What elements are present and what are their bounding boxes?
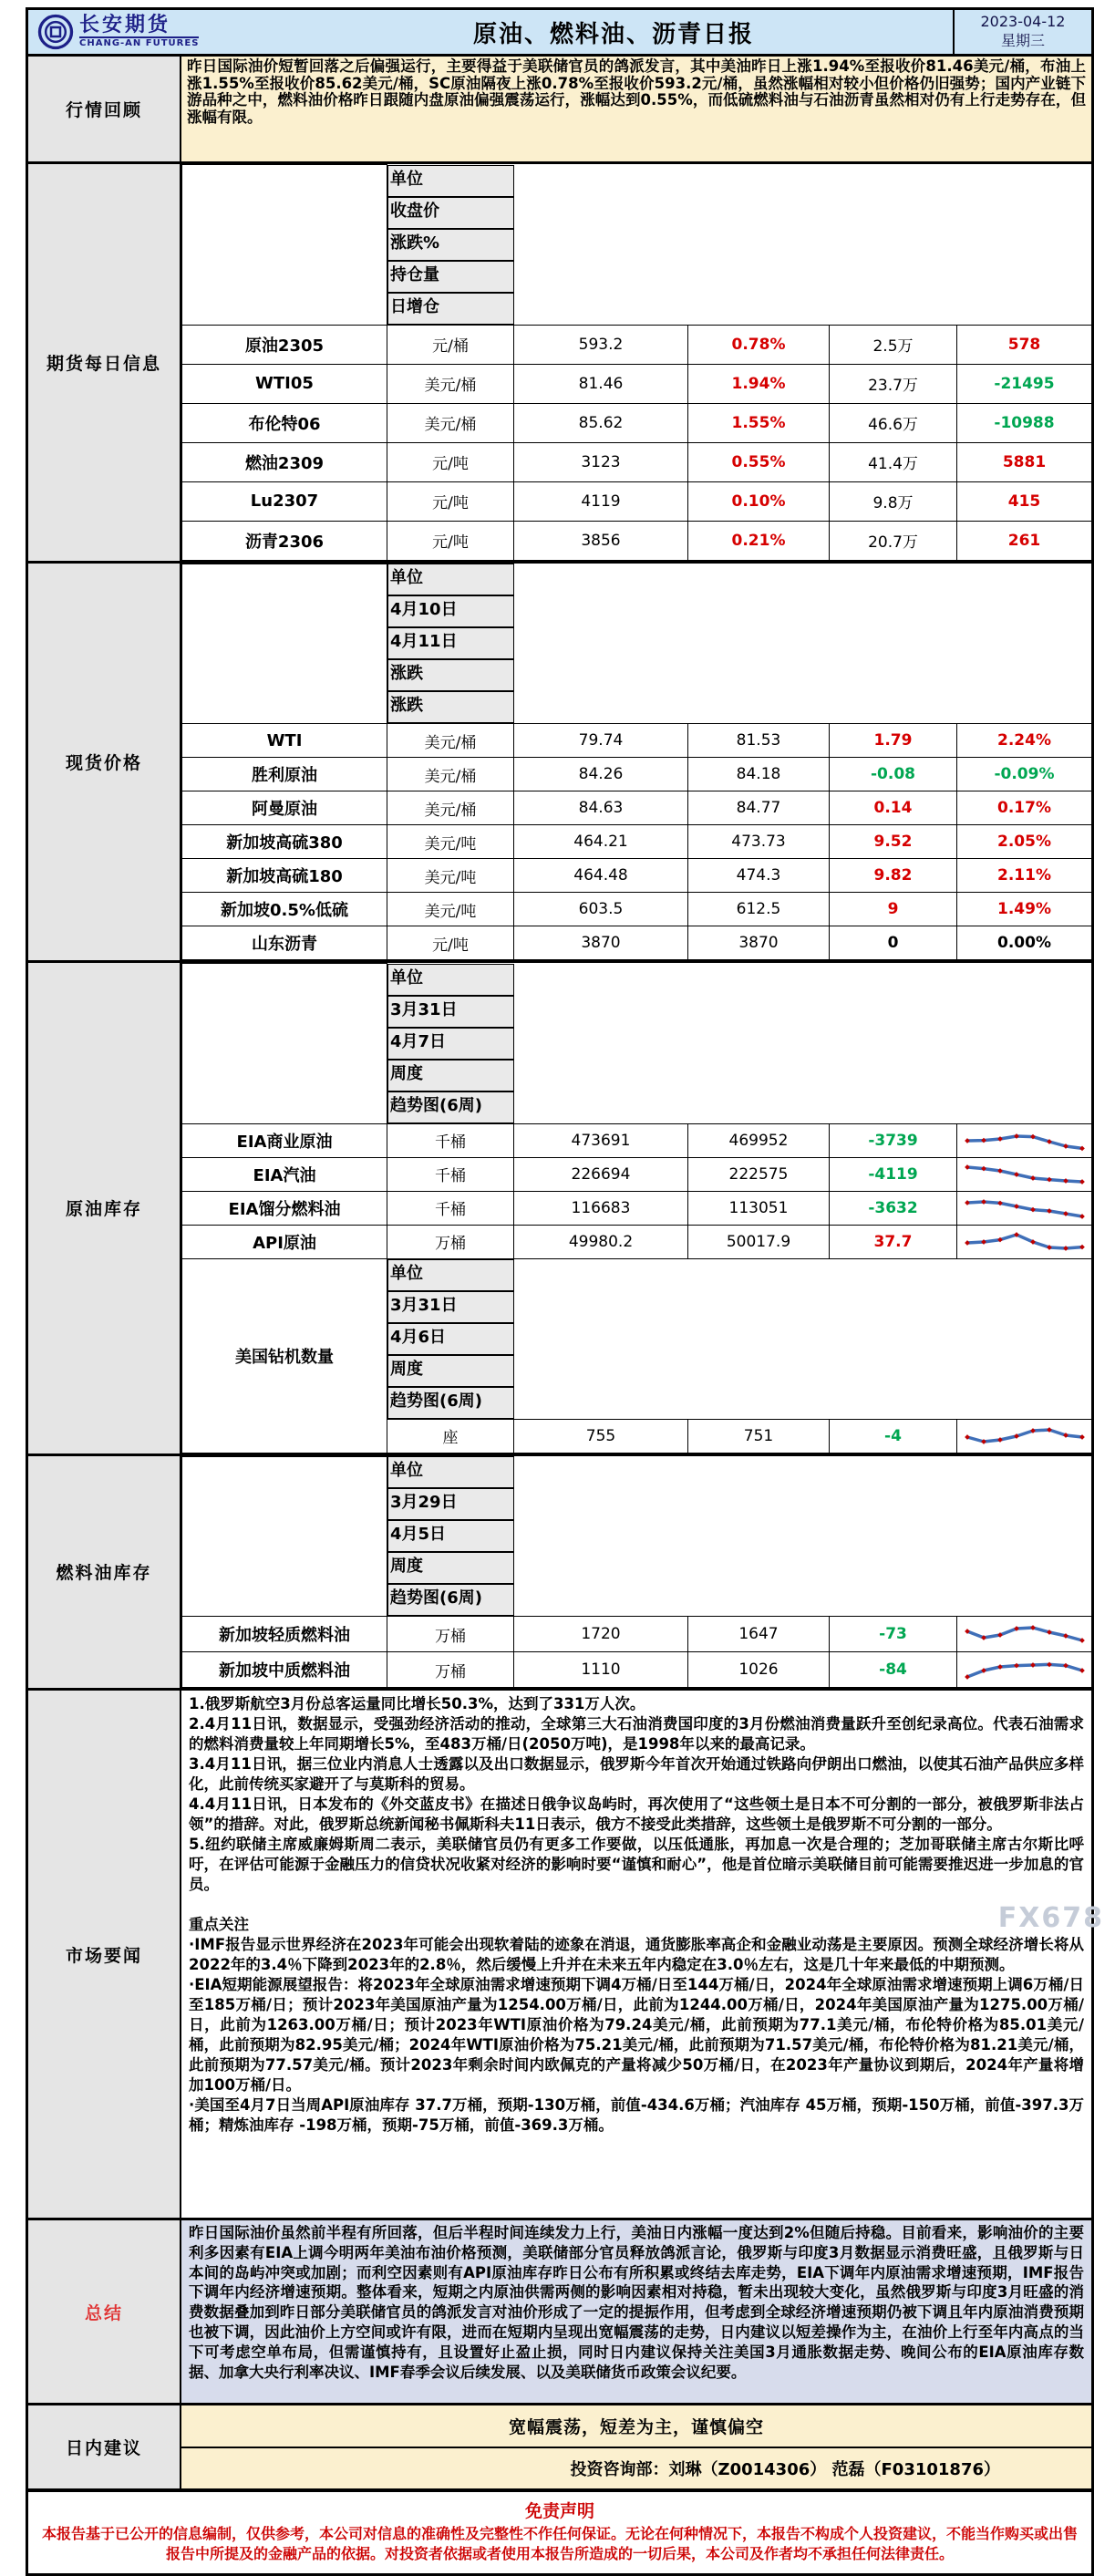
- column-header: 趋势图(6周): [387, 1387, 514, 1419]
- section-label: 日内建议: [28, 2405, 181, 2488]
- cell-value: 0.55%: [688, 442, 830, 481]
- column-header: 涨跌: [387, 659, 514, 691]
- row-label: 新加坡0.5%低硫: [182, 893, 387, 926]
- column-header: 周度: [387, 1060, 514, 1091]
- cell-value: 1.55%: [688, 403, 830, 442]
- cell-value: 2.05%: [957, 825, 1092, 859]
- column-header: 4月5日: [387, 1520, 514, 1552]
- cell-value: 261: [957, 521, 1092, 560]
- section-market-news: [28, 1688, 1091, 2218]
- corner-cell: [182, 165, 387, 326]
- row-label: EIA汽油: [182, 1157, 387, 1191]
- column-header: 单位: [387, 564, 514, 595]
- cell-value: 578: [957, 325, 1092, 364]
- section-crude-inventory: [28, 960, 1091, 1454]
- summary-text: 昨日国际油价虽然前半程有所回落，但后半程时间连续发力上行，美油日内涨幅一度达到2%但随后持稳。目前看来，影响油价的主要利多因素有EIA上调今明两年美油布油价格预测，美联储部分官员释放鸽派言论，俄罗斯与印度3月数据显示消费旺盛，且俄罗斯与日本间的岛屿冲突或加剧；而利空因素则有API原油库存昨日公布有所积累或终结去库走势，EIA下调年内原油需求增速预期，IMF报告下调年内经济增速预期。整体看来，短期之内原油供需两侧的影响因素相对持稳，暂未出现较大变化，虽然俄罗斯与印度3月旺盛的消费数据叠加到昨日部分美联储官员的鸽派发言对油价形成了一定的提振作用，但考虑到全球经济增速预期仍被下调且年内原油消费预期也被下调，因此油价上方空间或许有限，进而在短期内呈现出宽幅震荡的走势，日内建议以短差操作为主，在油价上行至年内高点的当下可考虑空单布局，但需谨慎持有，且设置好止盈止损，同时日内建议保持关注美国3月通胀数据走势、晚间公布的EIA原油库存数据、加拿大央行利率决议、IMF春季会议后续发展、以及美联储货币政策会议纪要。: [181, 2220, 1091, 2403]
- trend-sparkline: [957, 1617, 1092, 1652]
- report-date: 2023-04-12: [980, 13, 1066, 31]
- cell-value: 84.26: [514, 758, 688, 791]
- news-paragraph: [189, 1895, 1084, 1915]
- report-date-block: [953, 10, 1091, 54]
- cell-value: 5881: [957, 442, 1092, 481]
- cell-value: -0.08: [830, 758, 957, 791]
- column-header: 4月11日: [387, 627, 514, 659]
- cell-value: 46.6万: [830, 403, 957, 442]
- news-paragraph: 1.俄罗斯航空3月份总客运量同比增长50.3%，达到了331万人次。: [189, 1695, 645, 1712]
- row-label: 阿曼原油: [182, 791, 387, 825]
- row-label: EIA馏分燃料油: [182, 1191, 387, 1225]
- news-paragraph: 5.纽约联储主席威廉姆斯周二表示，美联储官员仍有更多工作要做，以压低通胀，再加息一次是合理的；芝加哥联储主席古尔斯比呼吁，在评估可能源于金融压力的信贷状况收紧对经济的影响时要“谨慎和耐心”，他是首位暗示美联储目前可能需要推迟进一步加息的官员。: [189, 1836, 1084, 1893]
- report-weekday: 星期三: [1000, 32, 1045, 49]
- cell-value: 473.73: [688, 825, 830, 859]
- cell-value: 23.7万: [830, 364, 957, 403]
- cell-value: 0.10%: [688, 481, 830, 521]
- cell-value: 美元/吨: [387, 859, 514, 893]
- cell-value: 千桶: [387, 1191, 514, 1225]
- cell-value: 473691: [514, 1123, 688, 1157]
- column-header: 单位: [387, 1456, 514, 1488]
- row-label: WTI05: [182, 364, 387, 403]
- column-header: 趋势图(6周): [387, 1091, 514, 1123]
- brand-name-cn: 长安期货: [79, 16, 199, 38]
- cell-value: -3739: [830, 1123, 957, 1157]
- cell-value: -73: [830, 1617, 957, 1652]
- cell-value: -4: [830, 1419, 957, 1453]
- row-label: API原油: [182, 1225, 387, 1258]
- brand-block: [28, 10, 274, 54]
- cell-value: 千桶: [387, 1157, 514, 1191]
- column-header: 涨跌%: [387, 229, 514, 261]
- futures-daily-table: [181, 164, 1091, 561]
- trend-sparkline: [957, 1652, 1092, 1688]
- section-daily-advice: [28, 2403, 1091, 2488]
- cell-value: 9.8万: [830, 481, 957, 521]
- column-header: 单位: [387, 1259, 514, 1291]
- column-header: 4月10日: [387, 595, 514, 627]
- cell-value: 49980.2: [514, 1225, 688, 1258]
- column-header: 单位: [387, 165, 514, 197]
- market-review-text: 昨日国际油价短暂回落之后偏强运行，主要得益于美联储官员的鸽派发言，其中美油昨日上涨1.94%至报收价81.46美元/桶，布油上涨1.55%至报收价85.62美元/桶，SC原油隔夜上涨0.78%至报收价593.2元/桶，虽然涨幅相对较小但价格仍旧强势；国内产业链下游品种之中，燃料油价格昨日跟随内盘原油偏强震荡运行，涨幅达到0.55%，而低硫燃料油与石油沥青虽然相对仍有上行走势存在，但涨幅有限。: [181, 57, 1091, 161]
- brand-text: [79, 16, 199, 48]
- cell-value: -10988: [957, 403, 1092, 442]
- row-label: 山东沥青: [182, 926, 387, 960]
- cell-value: 0: [830, 926, 957, 960]
- cell-value: 1.49%: [957, 893, 1092, 926]
- daily-report: [26, 7, 1094, 2576]
- cell-value: 464.21: [514, 825, 688, 859]
- column-header: 周度: [387, 1552, 514, 1584]
- row-label: 新加坡高硫180: [182, 859, 387, 893]
- column-header: 3月29日: [387, 1488, 514, 1520]
- cell-value: 9.82: [830, 859, 957, 893]
- cell-value: 万桶: [387, 1652, 514, 1688]
- spot-prices-table: [181, 564, 1091, 961]
- cell-value: 755: [514, 1419, 688, 1453]
- section-label: 期货每日信息: [28, 164, 181, 561]
- row-label: Lu2307: [182, 481, 387, 521]
- section-market-review: [28, 54, 1091, 161]
- cell-value: 1026: [688, 1652, 830, 1688]
- row-label: 原油2305: [182, 325, 387, 364]
- column-header: 3月31日: [387, 996, 514, 1028]
- cell-value: 37.7: [830, 1225, 957, 1258]
- daily-advice-block: [181, 2405, 1091, 2488]
- advisors-line: 投资咨询部：刘琳（Z0014306） 范磊（F03101876）: [181, 2447, 1091, 2488]
- cell-value: -84: [830, 1652, 957, 1688]
- cell-value: 79.74: [514, 724, 688, 758]
- watermark: FX678: [997, 1902, 1104, 1934]
- column-header: 周度: [387, 1355, 514, 1387]
- brand-name-en: CHANG-AN FUTURES: [79, 38, 200, 48]
- corner-cell: [182, 1456, 387, 1617]
- cell-value: 415: [957, 481, 1092, 521]
- cell-value: 美元/桶: [387, 758, 514, 791]
- trend-sparkline: [957, 1419, 1092, 1453]
- news-paragraph: 4.4月11日讯，日本发布的《外交蓝皮书》在描述日俄争议岛屿时，再次使用了“这些领土是日本不可分割的一部分，被俄罗斯非法占领”的措辞。对此，俄罗斯总统新闻秘书佩斯科夫11日表示，俄方不接受此类措辞，这些领土是俄罗斯不可分割的一部分。: [189, 1795, 1084, 1833]
- cell-value: 0.17%: [957, 791, 1092, 825]
- cell-value: 2.5万: [830, 325, 957, 364]
- cell-value: 1110: [514, 1652, 688, 1688]
- cell-value: 元/吨: [387, 926, 514, 960]
- changan-futures-logo-icon: [37, 14, 74, 50]
- cell-value: -4119: [830, 1157, 957, 1191]
- column-header: 趋势图(6周): [387, 1584, 514, 1616]
- cell-value: 美元/吨: [387, 825, 514, 859]
- cell-value: 3870: [514, 926, 688, 960]
- news-paragraph: ·美国至4月7日当周API原油库存 37.7万桶，预期-130万桶，前值-434.6万桶；汽油库存 45万桶，预期-150万桶，前值-397.3万桶；精炼油库存 -198万桶，预期-75万桶，前值-369.3万桶。: [189, 2096, 1084, 2134]
- cell-value: 2.11%: [957, 859, 1092, 893]
- cell-value: 751: [688, 1419, 830, 1453]
- column-header: 单位: [387, 964, 514, 996]
- fuel-inventory-table: [181, 1456, 1091, 1689]
- market-news-text: [181, 1691, 1091, 2218]
- cell-value: 0.78%: [688, 325, 830, 364]
- section-label: 行情回顾: [28, 57, 181, 161]
- report-header: [28, 10, 1091, 54]
- cell-value: 美元/桶: [387, 791, 514, 825]
- cell-value: 万桶: [387, 1617, 514, 1652]
- cell-value: 9.52: [830, 825, 957, 859]
- disclaimer-text: 本报告基于已公开的信息编制，仅供参考，本公司对信息的准确性及完整性不作任何保证。无论在何种情况下，本报告不构成个人投资建议，不能当作购买或出售报告中所提及的金融产品的依据。对投资者依据或者使用本报告所造成的一切后果，本公司及作者均不承担任何法律责任。: [41, 2525, 1078, 2562]
- column-header: 4月7日: [387, 1028, 514, 1060]
- cell-value: 座: [387, 1419, 514, 1453]
- cell-value: 千桶: [387, 1123, 514, 1157]
- section-label: 原油库存: [28, 963, 181, 1454]
- column-header: 4月6日: [387, 1323, 514, 1355]
- cell-value: 0.21%: [688, 521, 830, 560]
- cell-value: 元/吨: [387, 442, 514, 481]
- cell-value: 20.7万: [830, 521, 957, 560]
- news-paragraph: ·IMF报告显示世界经济在2023年可能会出现软着陆的迹象在消退，通货膨胀率高企和金融业动荡是主要原因。预测全球经济增长将从2022年的3.4％下降到2023年的2.8％，然后缓慢上升并在未来五年内稳定在3.0％左右，这是几十年来最低的中期预测。: [189, 1936, 1084, 1973]
- section-label: 燃料油库存: [28, 1456, 181, 1689]
- cell-value: 3123: [514, 442, 688, 481]
- cell-value: 3856: [514, 521, 688, 560]
- news-paragraph: 3.4月11日讯，据三位业内消息人士透露以及出口数据显示，俄罗斯今年首次开始通过铁路向伊朗出口燃油，以使其石油产品供应多样化，此前传统买家避开了与莫斯科的贸易。: [189, 1755, 1084, 1793]
- cell-value: 84.63: [514, 791, 688, 825]
- cell-value: 0.00%: [957, 926, 1092, 960]
- daily-advice-text: 宽幅震荡，短差为主，谨慎偏空: [181, 2405, 1091, 2447]
- section-fuel-inventory: [28, 1454, 1091, 1689]
- cell-value: 116683: [514, 1191, 688, 1225]
- column-header: 收盘价: [387, 197, 514, 229]
- cell-value: 222575: [688, 1157, 830, 1191]
- cell-value: 81.46: [514, 364, 688, 403]
- cell-value: 1.79: [830, 724, 957, 758]
- section-futures-daily: [28, 161, 1091, 561]
- cell-value: 474.3: [688, 859, 830, 893]
- trend-sparkline: [957, 1225, 1092, 1258]
- disclaimer-block: [28, 2488, 1091, 2573]
- crude-inventory-table: [181, 963, 1091, 1454]
- column-header: 日增仓: [387, 293, 514, 325]
- cell-value: 1720: [514, 1617, 688, 1652]
- row-label: WTI: [182, 724, 387, 758]
- row-label: 布伦特06: [182, 403, 387, 442]
- news-paragraph: 重点关注: [189, 1916, 249, 1933]
- section-summary: [28, 2218, 1091, 2403]
- cell-value: 464.48: [514, 859, 688, 893]
- cell-value: 113051: [688, 1191, 830, 1225]
- row-label: 燃油2309: [182, 442, 387, 481]
- cell-value: 万桶: [387, 1225, 514, 1258]
- cell-value: 美元/桶: [387, 364, 514, 403]
- trend-sparkline: [957, 1157, 1092, 1191]
- cell-value: -3632: [830, 1191, 957, 1225]
- row-label: 沥青2306: [182, 521, 387, 560]
- cell-value: 226694: [514, 1157, 688, 1191]
- cell-value: 84.77: [688, 791, 830, 825]
- cell-value: 612.5: [688, 893, 830, 926]
- cell-value: 美元/桶: [387, 724, 514, 758]
- cell-value: 0.14: [830, 791, 957, 825]
- cell-value: 50017.9: [688, 1225, 830, 1258]
- disclaimer-title: 免责声明: [524, 2501, 594, 2521]
- section-spot-prices: [28, 561, 1091, 961]
- column-header: 涨跌: [387, 691, 514, 723]
- corner-cell: [182, 964, 387, 1124]
- cell-value: 469952: [688, 1123, 830, 1157]
- news-paragraph: ·EIA短期能源展望报告：将2023年全球原油需求增速预期下调4万桶/日至144万桶/日，2024年全球原油需求增速预期上调6万桶/日至185万桶/日；预计2023年美国原油产量为1254.00万桶/日，此前为1244.00万桶/日，2024年美国原油产量为1275.00万桶/日，此前为1263.00万桶/日；预计2023年WTI原油价格为79.24美元/桶，此前预期为77.1美元/桶，布伦特价格为85.01美元/桶，此前预期为82.95美元/桶；2024年WTI原油价格为75.21美元/桶，此前预期为71.57美元/桶，布伦特价格为81.21美元/桶，此前预期为77.57美元/桶。预计2023年剩余时间内欧佩克的产量将减少50万桶/日，在2023年产量协议到期后，2024年产量将增加100万桶/日。: [189, 1976, 1084, 2094]
- cell-value: 9: [830, 893, 957, 926]
- cell-value: -0.09%: [957, 758, 1092, 791]
- section-label: 总结: [28, 2220, 181, 2403]
- cell-value: 美元/吨: [387, 893, 514, 926]
- cell-value: 2.24%: [957, 724, 1092, 758]
- row-label: 新加坡中质燃料油: [182, 1652, 387, 1688]
- column-header: 3月31日: [387, 1291, 514, 1323]
- cell-value: 81.53: [688, 724, 830, 758]
- cell-value: 元/桶: [387, 325, 514, 364]
- row-label: 胜利原油: [182, 758, 387, 791]
- row-label: EIA商业原油: [182, 1123, 387, 1157]
- news-paragraph: 2.4月11日讯，数据显示，受强劲经济活动的推动，全球第三大石油消费国印度的3月份燃油消费量跃升至创纪录高位。代表石油需求的燃料消费量较上年同期增长5%，至483万桶/日(2050万吨)，是1998年以来的最高记录。: [189, 1715, 1084, 1753]
- cell-value: 41.4万: [830, 442, 957, 481]
- row-label: 新加坡轻质燃料油: [182, 1617, 387, 1652]
- cell-value: 1647: [688, 1617, 830, 1652]
- cell-value: 元/吨: [387, 521, 514, 560]
- corner-cell: [182, 564, 387, 724]
- cell-value: -21495: [957, 364, 1092, 403]
- section-label: 市场要闻: [28, 1691, 181, 2218]
- report-title: 原油、燃料油、沥青日报: [472, 20, 754, 48]
- column-header: 持仓量: [387, 261, 514, 293]
- section-label: 现货价格: [28, 564, 181, 961]
- trend-sparkline: [957, 1191, 1092, 1225]
- row-label: 美国钻机数量: [182, 1258, 387, 1453]
- cell-value: 3870: [688, 926, 830, 960]
- cell-value: 元/吨: [387, 481, 514, 521]
- cell-value: 4119: [514, 481, 688, 521]
- cell-value: 美元/桶: [387, 403, 514, 442]
- cell-value: 593.2: [514, 325, 688, 364]
- trend-sparkline: [957, 1123, 1092, 1157]
- cell-value: 603.5: [514, 893, 688, 926]
- cell-value: 1.94%: [688, 364, 830, 403]
- cell-value: 85.62: [514, 403, 688, 442]
- row-label: 新加坡高硫380: [182, 825, 387, 859]
- cell-value: 84.18: [688, 758, 830, 791]
